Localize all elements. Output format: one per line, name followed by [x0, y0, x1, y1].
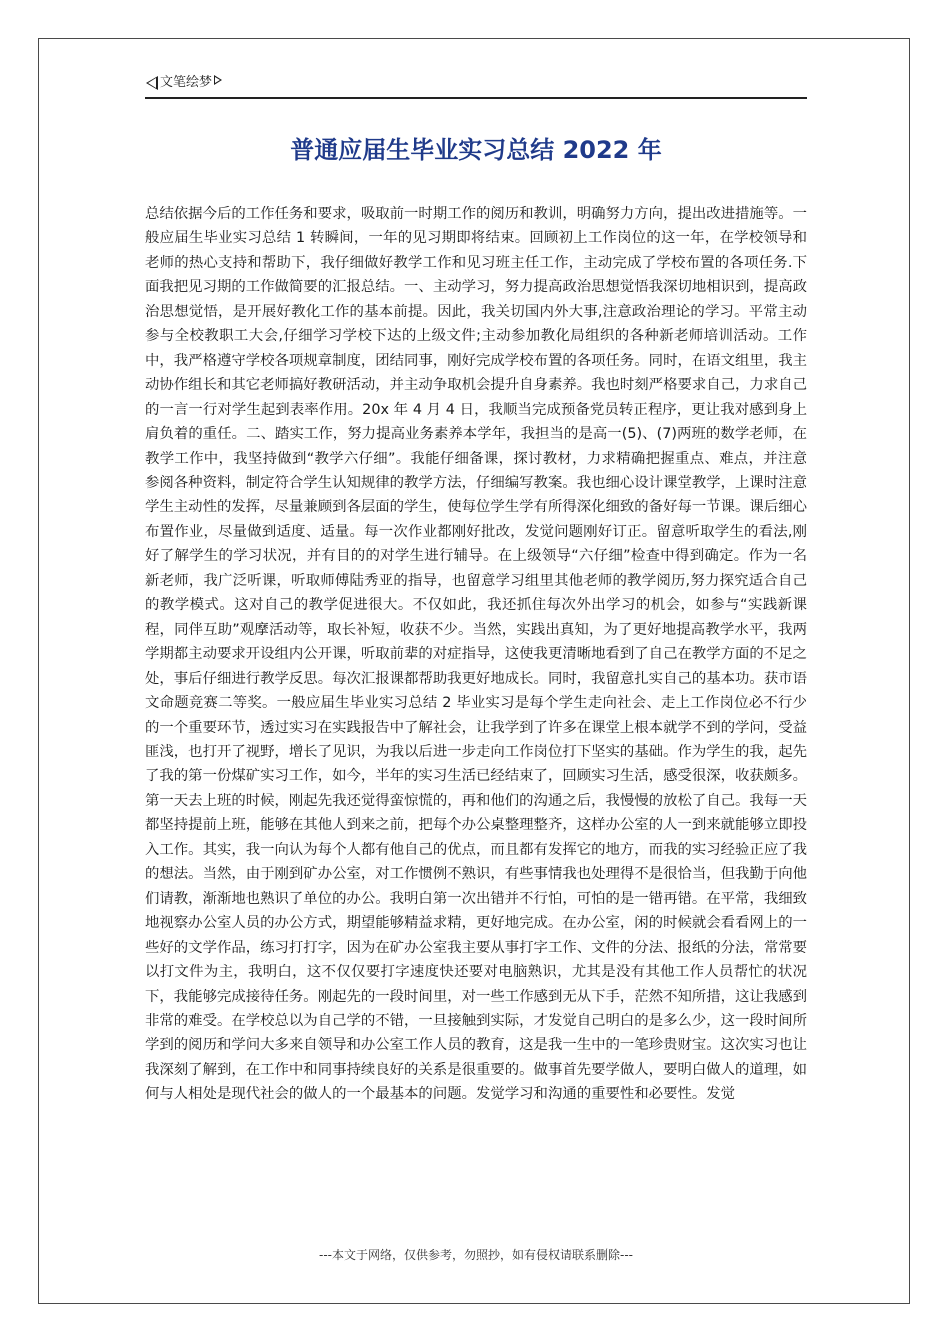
- document-body: 总结依据今后的工作任务和要求，吸取前一时期工作的阅历和教训，明确努力方向，提出改进措施等。一般应届生毕业实习总结 1 转瞬间，一年的见习期即将结束。回顾初上工作岗位的这一年，在学校领导和老师的热心支持和帮助下，我仔细做好教学工作和见习班主任工作，主动完成了学校布置的各项任务.下面我把见习期的工作做简要的汇报总结。一、主动学习，努力提高政治思想觉悟我深切地相识到，提高政治思想觉悟，是开展好教化工作的基本前提。因此，我关切国内外大事,注意政治理论的学习。平常主动参与全校教职工大会,仔细学习学校下达的上级文件;主动参加教化局组织的各种新老师培训活动。工作中，我严格遵守学校各项规章制度，团结同事，刚好完成学校布置的各项任务。同时，在语文组里，我主动协作组长和其它老师搞好教研活动，并主动争取机会提升自身素养。我也时刻严格要求自己，力求自己的一言一行对学生起到表率作用。20x 年 4 月 4 日，我顺当完成预备党员转正程序，更让我对感到身上肩负着的重任。二、踏实工作，努力提高业务素养本学年，我担当的是高一(5)、(7)两班的数学老师，在教学工作中，我坚持做到“教学六仔细”。我能仔细备课，探讨教材，力求精确把握重点、难点，并注意参阅各种资料，制定符合学生认知规律的教学方法，仔细编写教案。我也细心设计课堂教学，上课时注意学生主动性的发挥，尽量兼顾到各层面的学生，使每位学生学有所得深化细致的备好每一节课。课后细心布置作业，尽量做到适度、适量。每一次作业都刚好批改，发觉问题刚好订正。留意听取学生的看法,刚好了解学生的学习状况，并有目的的对学生进行辅导。在上级领导“六仔细”检查中得到确定。作为一名新老师，我广泛听课，听取师傅陆秀亚的指导，也留意学习组里其他老师的教学阅历,努力探究适合自己的教学模式。这对自己的教学促进很大。不仅如此，我还抓住每次外出学习的机会，如参与“实践新课程，同伴互助”观摩活动等，取长补短，收获不少。当然，实践出真知，为了更好地提高教学水平，我两学期都主动要求开设组内公开课，听取前辈的对症指导，这使我更清晰地看到了自己在教学方面的不足之处，事后仔细进行教学反思。每次汇报课都帮助我更好地成长。同时，我留意扎实自己的基本功。获市语文命题竞赛二等奖。一般应届生毕业实习总结 2 毕业实习是每个学生走向社会、走上工作岗位必不行少的一个重要环节，透过实习在实践报告中了解社会，让我学到了许多在课堂上根本就学不到的学问，受益匪浅，也打开了视野，增长了见识，为我以后进一步走向工作岗位打下坚实的基础。作为学生的我，起先了我的第一份煤矿实习工作，如今，半年的实习生活已经结束了，回顾实习生活，感受很深，收获颇多。第一天去上班的时候，刚起先我还觉得蛮惊慌的，再和他们的沟通之后，我慢慢的放松了自己。我每一天都坚持提前上班，能够在其他人到来之前，把每个办公桌整理整齐，这样办公室的人一到来就能够立即投入工作。其实，我一向认为每个人都有他自己的优点，而且都有发挥它的地方，而我的实习经验正应了我的想法。当然，由于刚到矿办公室，对工作惯例不熟识，有些事情我也处理得不是很恰当，但我勤于向他们请教，渐渐地也熟识了单位的办公。我明白第一次出错并不行怕，可怕的是一错再错。在平常，我细致地视察办公室人员的办公方式，期望能够精益求精，更好地完成。在办公室，闲的时候就会看看网上的一些好的文学作品，练习打打字，因为在矿办公室我主要从事打字工作、文件的分法、报纸的分法，常常要以打文件为主，我明白，这不仅仅要打字速度快还要对电脑熟识，尤其是没有其他工作人员帮忙的状况下，我能够完成接待任务。刚起先的一段时间里，对一些工作感到无从下手，茫然不知所措，这让我感到非常的难受。在学校总以为自己学的不错，一旦接触到实际，才发觉自己明白的是多么少，这一段时间所学到的阅历和学问大多来自领导和办公室工作人员的教育，这是我一生中的一笔珍贵财宝。这次实习也让我深刻了解到，在工作中和同事持续良好的关系是很重要的。做事首先要学做人，要明白做人的道理，如何与人相处是现代社会的做人的一个最基本的问题。发觉学习和沟通的重要性和必要性。发觉: [145, 206, 807, 1103]
- footer-notice: ---本文于网络，仅供参考，勿照抄，如有侵权请联系删除---: [319, 1248, 633, 1262]
- triangle-left-icon: [146, 76, 158, 90]
- document-title: 普通应届生毕业实习总结 2022 年: [290, 136, 662, 164]
- brand-text: 文笔绘梦: [160, 75, 213, 90]
- header-brand: [146, 74, 222, 92]
- header-divider: [145, 97, 807, 99]
- triangle-right-icon: [214, 75, 222, 85]
